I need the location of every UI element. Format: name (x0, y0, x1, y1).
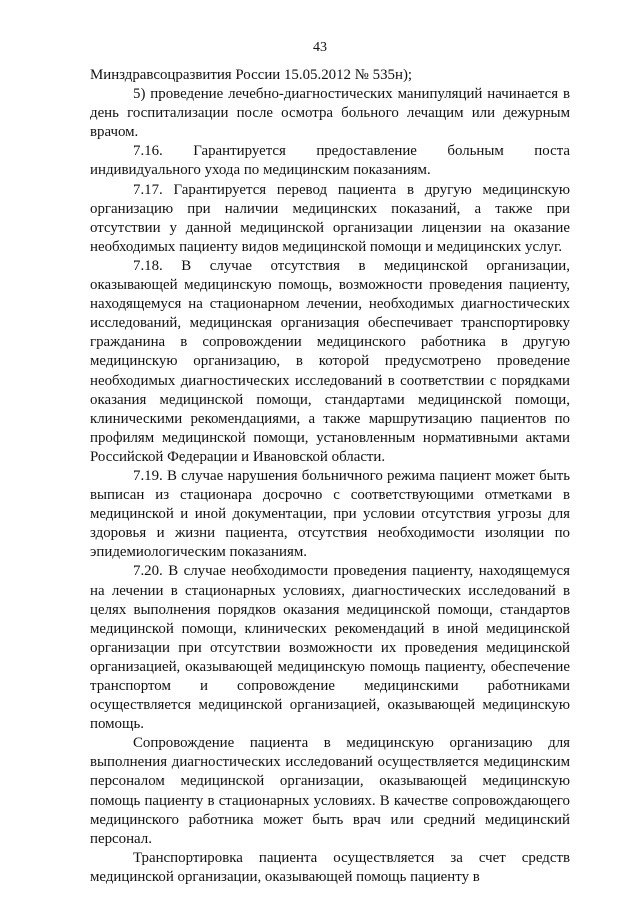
paragraph: Минздравсоцразвития России 15.05.2012 № 535н); (90, 67, 413, 83)
paragraph: 5) проведение лечебно-диагностических манипуляций начинается в день госпитализации после осмотра больного лечащим или дежурным врачом. (90, 86, 570, 141)
document-body (90, 66, 570, 887)
paragraph: 7.20. В случае необходимости проведения пациенту, находящемуся на лечении в стационарных условиях, диагностических исследований в целях выполнения порядков оказания медицинской помощи, стандартов медицинской помощи, клинических рекомендаций в иной медицинской организации при отсутствии возможности их проведения медицинской организацией, оказывающей медицинскую помощь пациенту, обеспечение транспортом и сопровождение медицинскими работниками осуществляется медицинской организацией, оказывающей медицинскую помощь. (90, 563, 570, 733)
paragraph: 7.18. В случае отсутствия в медицинской организации, оказывающей медицинскую помощь, возможности проведения пациенту, находящемуся на стационарном лечении, необходимых диагностических исследований, медицинская организация обеспечивает транспортировку гражданина в сопровождении медицинского работника в другую медицинскую организацию, в которой предусмотрено проведение необходимых диагностических исследований в соответствии с порядками оказания медицинской помощи, стандартами медицинской помощи, клиническими рекомендациями, а также маршрутизацию пациентов по профилям медицинской помощи, установленным нормативными актами Российской Федерации и Ивановской области. (90, 257, 570, 465)
page-number: 43 (313, 40, 327, 55)
paragraph: Сопровождение пациента в медицинскую организацию для выполнения диагностических исследований осуществляется медицинским персоналом медицинской организации, оказывающей медицинскую помощь пациенту в стационарных условиях. В качестве сопровождающего медицинского работника может быть врач или средний медицинский персонал. (90, 735, 570, 847)
paragraph: 7.17. Гарантируется перевод пациента в другую медицинскую организацию при наличии медицинских показаний, а также при отсутствии у данной медицинской организации лицензии на оказание необходимых пациенту видов медицинской помощи и медицинских услуг. (90, 181, 570, 255)
paragraph: 7.19. В случае нарушения больничного режима пациент может быть выписан из стационара досрочно с соответствующими отметками в медицинской и иной документации, при условии отсутствия угрозы для здоровья и жизни пациента, отсутствия необходимости изоляции по эпидемиологическим показаниям. (90, 467, 570, 561)
paragraph: 7.16. Гарантируется предоставление больным поста индивидуального ухода по медицинским показаниям. (90, 143, 570, 179)
paragraph: Транспортировка пациента осуществляется за счет средств медицинской организации, оказывающей помощь пациенту в (90, 849, 570, 885)
